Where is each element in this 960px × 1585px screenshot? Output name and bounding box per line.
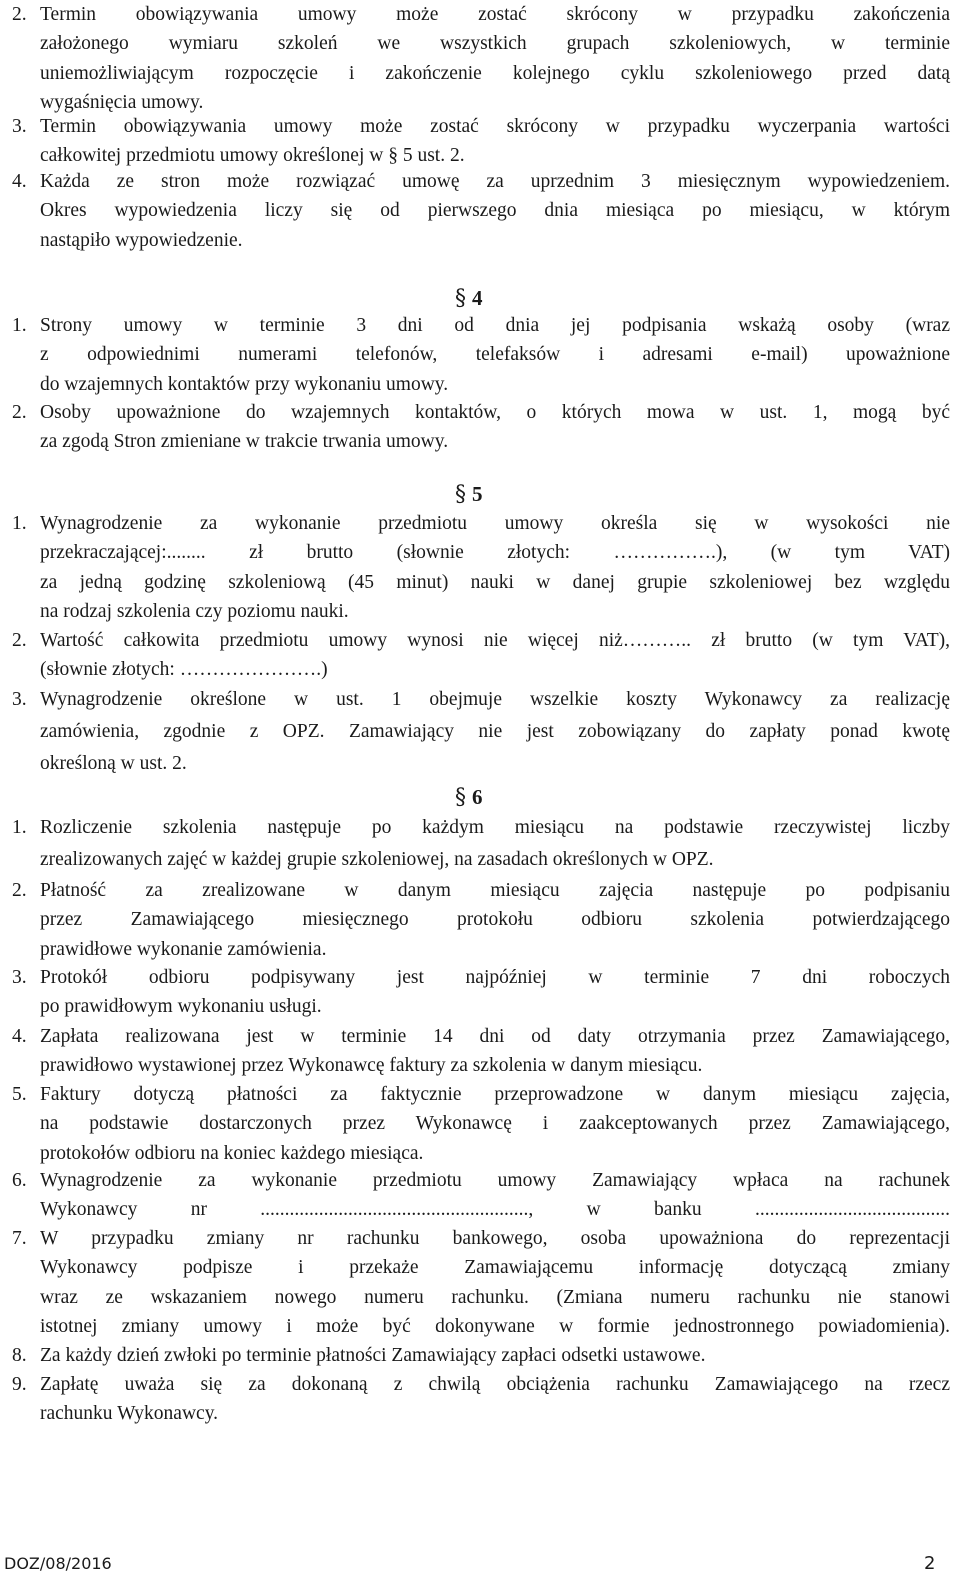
item-number: 3. xyxy=(12,689,27,710)
section-6-item-8 xyxy=(12,1341,950,1370)
text-line: za zgodą Stron zmieniane w trakcie trwania umowy. xyxy=(40,431,449,453)
paragraph-text xyxy=(40,311,950,399)
text-line: całkowitej przedmiotu umowy określonej w § 5 ust. 2. xyxy=(40,145,465,167)
paragraph-text xyxy=(40,963,950,1022)
text-line: Wynagrodzenie za wykonanie przedmiotu umowy Zamawiający wpłaca na rachunek xyxy=(40,1170,950,1191)
paragraph-text xyxy=(40,1166,950,1225)
intro-paragraph-3 xyxy=(12,112,950,171)
text-line: Termin obowiązywania umowy może zostać skrócony w przypadku wyczerpania wartości xyxy=(40,116,950,137)
item-number: 6. xyxy=(12,1170,27,1191)
text-line: z odpowiednimi numerami telefonów, telefaksów i adresami e-mail) upoważnione xyxy=(40,344,950,366)
section-symbol: § xyxy=(455,482,466,507)
text-line: Wykonawcy nr ......................................................., w banku ........................................ xyxy=(40,1199,950,1221)
text-line: wraz ze wskazaniem nowego numeru rachunku. (Zmiana numeru rachunku nie stanowi xyxy=(40,1286,950,1308)
text-line: po prawidłowym wykonaniu usługi. xyxy=(40,996,322,1018)
text-line: określoną w ust. 2. xyxy=(40,753,187,774)
text-line: Rozliczenie szkolenia następuje po każdym miesiącu na podstawie rzeczywistej liczby xyxy=(40,817,950,838)
text-line: Strony umowy w terminie 3 dni od dnia jej podpisania wskażą osoby (wraz xyxy=(40,315,950,336)
text-line: Faktury dotyczą płatności za faktycznie przeprowadzone w danym miesiącu zajęcia, xyxy=(40,1084,950,1105)
paragraph-text xyxy=(40,626,950,685)
item-number: 4. xyxy=(12,1026,27,1047)
text-line: (słownie złotych: ………………….) xyxy=(40,659,328,681)
item-number: 1. xyxy=(12,513,27,534)
text-line: Termin obowiązywania umowy może zostać skrócony w przypadku zakończenia xyxy=(40,4,950,25)
text-line: Płatność za zrealizowane w danym miesiącu zajęcia następuje po podpisaniu xyxy=(40,880,950,901)
text-line: na rodzaj szkolenia czy poziomu nauki. xyxy=(40,600,349,622)
text-line: rachunku Wykonawcy. xyxy=(40,1403,219,1425)
paragraph-text xyxy=(40,812,950,876)
paragraph-text xyxy=(40,398,950,457)
text-line: zrealizowanych zajęć w każdej grupie szkoleniowej, na zasadach określonych w OPZ. xyxy=(40,849,714,870)
document-code: DOZ/08/2016 xyxy=(4,1554,112,1573)
page-number: 2 xyxy=(924,1553,936,1574)
text-line: przekraczającej:........ zł brutto (słownie złotych: …………….), (w tym VAT) xyxy=(40,542,950,564)
section-6-item-3 xyxy=(12,963,950,1022)
section-number: 6 xyxy=(472,785,483,809)
item-number: 9. xyxy=(12,1374,27,1395)
section-4-item-2 xyxy=(12,398,950,457)
item-number: 5. xyxy=(12,1084,27,1105)
text-line: protokołów odbioru na koniec każdego miesiąca. xyxy=(40,1142,424,1164)
text-line: Osoby upoważnione do wzajemnych kontaktów, o których mowa w ust. 1, mogą być xyxy=(40,402,950,423)
section-number: 4 xyxy=(472,286,483,310)
section-6-item-2 xyxy=(12,876,950,964)
text-line: Każda ze stron może rozwiązać umowę za uprzednim 3 miesięcznym wypowiedzeniem. xyxy=(40,171,950,192)
item-number: 2. xyxy=(12,630,27,651)
item-number: 2. xyxy=(12,880,27,901)
section-4-item-1 xyxy=(12,311,950,399)
text-line: za jedną godzinę szkoleniową (45 minut) nauki w danej grupie szkoleniowej bez względu xyxy=(40,571,950,593)
paragraph-text xyxy=(40,1022,950,1081)
text-line: istotnej zmiany umowy i może być dokonywane w formie jednostronnego powiadomienia). xyxy=(40,1315,950,1337)
section-6-item-4 xyxy=(12,1022,950,1081)
intro-paragraph-4 xyxy=(12,167,950,255)
text-line: Za każdy dzień zwłoki po terminie płatności Zamawiający zapłaci odsetki ustawowe. xyxy=(40,1345,706,1366)
section-heading-6 xyxy=(455,785,483,810)
section-5-item-1 xyxy=(12,509,950,626)
section-symbol: § xyxy=(455,785,466,810)
section-6-item-7 xyxy=(12,1224,950,1341)
section-symbol: § xyxy=(455,286,466,311)
text-line: nastąpiło wypowiedzenie. xyxy=(40,229,243,251)
paragraph-text xyxy=(40,1341,950,1370)
paragraph-text xyxy=(40,1224,950,1341)
text-line: Wartość całkowita przedmiotu umowy wynosi nie więcej niż……….. zł brutto (w tym VAT), xyxy=(40,630,950,651)
item-number: 3. xyxy=(12,967,27,988)
section-number: 5 xyxy=(472,482,483,506)
text-line: Wykonawcy podpisze i przekaże Zamawiającemu informację dotyczącą zmiany xyxy=(40,1257,950,1279)
text-line: Zapłatę uważa się za dokonaną z chwilą obciążenia rachunku Zamawiającego na rzecz xyxy=(40,1374,950,1395)
text-line: Zapłata realizowana jest w terminie 14 dni od daty otrzymania przez Zamawiającego, xyxy=(40,1026,950,1047)
item-number: 4. xyxy=(12,171,27,192)
item-number: 1. xyxy=(12,315,27,336)
paragraph-text xyxy=(40,112,950,171)
paragraph-text xyxy=(40,167,950,255)
intro-paragraph-2 xyxy=(12,0,950,117)
section-6-item-1 xyxy=(12,812,950,876)
item-number: 3. xyxy=(12,116,27,137)
paragraph-text xyxy=(40,876,950,964)
text-line: założonego wymiaru szkoleń we wszystkich grupach szkoleniowych, w terminie xyxy=(40,33,950,55)
text-line: Wynagrodzenie określone w ust. 1 obejmuje wszelkie koszty Wykonawcy za realizację xyxy=(40,689,950,710)
text-line: przez Zamawiającego miesięcznego protokołu odbioru szkolenia potwierdzającego xyxy=(40,909,950,931)
section-6-item-6 xyxy=(12,1166,950,1225)
section-5-item-3 xyxy=(12,684,950,780)
paragraph-text xyxy=(40,684,950,780)
text-line: Okres wypowiedzenia liczy się od pierwszego dnia miesiąca po miesiącu, w którym xyxy=(40,200,950,222)
section-heading-5 xyxy=(455,482,483,507)
text-line: Protokół odbioru podpisywany jest najpóźniej w terminie 7 dni roboczych xyxy=(40,967,950,988)
paragraph-text xyxy=(40,1080,950,1168)
paragraph-text xyxy=(40,1370,950,1429)
text-line: uniemożliwiającym rozpoczęcie i zakończenie kolejnego cyklu szkoleniowego przed datą xyxy=(40,62,950,84)
section-heading-4 xyxy=(455,286,483,311)
text-line: prawidłowe wykonanie zamówienia. xyxy=(40,938,327,960)
text-line: prawidłowo wystawionej przez Wykonawcę faktury za szkolenia w danym miesiącu. xyxy=(40,1055,703,1077)
item-number: 8. xyxy=(12,1345,27,1366)
text-line: Wynagrodzenie za wykonanie przedmiotu umowy określa się w wysokości nie xyxy=(40,513,950,534)
section-5-item-2 xyxy=(12,626,950,685)
text-line: do wzajemnych kontaktów przy wykonaniu umowy. xyxy=(40,373,449,395)
item-number: 1. xyxy=(12,817,27,838)
item-number: 2. xyxy=(12,4,27,25)
section-6-item-5 xyxy=(12,1080,950,1168)
text-line: W przypadku zmiany nr rachunku bankowego, osoba upoważniona do reprezentacji xyxy=(40,1228,950,1249)
section-6-item-9 xyxy=(12,1370,950,1429)
paragraph-text xyxy=(40,0,950,117)
text-line: zamówienia, zgodnie z OPZ. Zamawiający nie jest zobowiązany do zapłaty ponad kwotę xyxy=(40,721,950,742)
paragraph-text xyxy=(40,509,950,626)
item-number: 2. xyxy=(12,402,27,423)
text-line: wygaśnięcia umowy. xyxy=(40,91,204,113)
text-line: na podstawie dostarczonych przez Wykonawcę i zaakceptowanych przez Zamawiającego, xyxy=(40,1113,950,1135)
item-number: 7. xyxy=(12,1228,27,1249)
